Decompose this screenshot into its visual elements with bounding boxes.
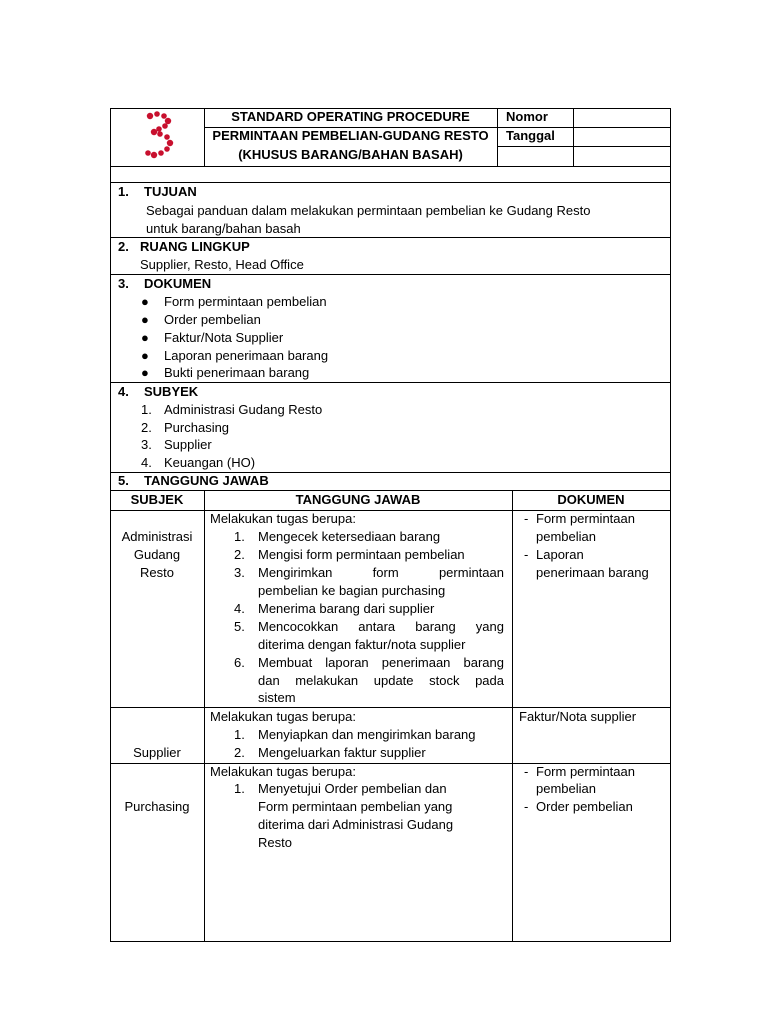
section-title-subyek: SUBYEK [144,384,199,399]
logo-dot [151,152,157,158]
doc-text: Laporan [536,547,584,562]
logo-dot [145,150,151,156]
header-divider [497,108,498,166]
task-number: 3. [234,565,245,580]
section-number: 1. [118,184,129,199]
task-number: 1. [234,529,245,544]
section-number: 2. [118,239,129,254]
task-number: 2. [234,547,245,562]
logo-dot [158,150,164,156]
task-intro: Melakukan tugas berupa: [210,511,356,526]
section-number: 3. [118,276,129,291]
task-number: 2. [234,745,245,760]
dokumen-item: Faktur/Nota Supplier [164,330,284,345]
task-text: Membuat laporan penerimaan barang [258,655,504,670]
logo-dot [147,113,153,119]
task-text: diterima dengan faktur/nota supplier [258,637,466,652]
doc-text: Order pembelian [536,799,633,814]
task-text: Menyetujui Order pembelian dan [258,781,447,796]
subyek-item: Supplier [164,437,212,452]
task-text: Form permintaan pembelian yang [258,799,453,814]
task-intro: Melakukan tugas berupa: [210,764,356,779]
logo-dot [156,126,162,132]
task-text: Mengecek ketersediaan barang [258,529,441,544]
section-title-tanggung-jawab: TANGGUNG JAWAB [144,473,269,488]
dokumen-item: Order pembelian [164,312,261,327]
task-number: 1. [234,781,245,796]
task-text: dan melakukan update stock pada [258,673,504,688]
tanggal-label: Tanggal [506,128,555,143]
task-text: Mencocokkan antara barang yang [258,619,504,634]
dokumen-item: Form permintaan pembelian [164,294,327,309]
tujuan-text-line: untuk barang/bahan basah [146,221,301,236]
nomor-label: Nomor [506,109,548,124]
dokumen-bullet: ● [141,365,149,380]
doc-text: Form permintaan [536,764,635,779]
subyek-number: 2. [141,420,152,435]
dokumen-bullet: ● [141,330,149,345]
task-text: diterima dari Administrasi Gudang [258,817,454,832]
doc-text: pembelian [536,529,596,544]
ruang-lingkup-text: Supplier, Resto, Head Office [140,257,304,272]
header-bottom-line [110,166,670,167]
subyek-number: 1. [141,402,152,417]
section-number: 4. [118,384,129,399]
subyek-number: 3. [141,437,152,452]
task-number: 6. [234,655,245,670]
logo-dot [157,131,163,137]
task-text: Mengisi form permintaan pembelian [258,547,465,562]
header-subtitle: PERMINTAAN PEMBELIAN-GUDANG RESTO [212,128,489,143]
table-column-divider [204,490,205,941]
logo-dot [164,134,170,140]
section-number: 5. [118,473,129,488]
doc-text: penerimaan barang [536,565,649,580]
section-title-ruang-lingkup: RUANG LINGKUP [140,239,250,254]
subject-cell: Administrasi [121,529,193,544]
dokumen-bullet: ● [141,312,149,327]
column-header-subjek: SUBJEK [130,492,184,507]
doc-dash: - [524,799,529,814]
logo-dot [154,111,160,117]
task-text: Menerima barang dari supplier [258,601,435,616]
subyek-number: 4. [141,455,152,470]
task-number: 4. [234,601,245,616]
table-column-divider [512,708,513,941]
column-header-dokumen: DOKUMEN [557,492,625,507]
logo-dot [162,123,168,129]
doc-text: Form permintaan [536,511,635,526]
task-intro: Melakukan tugas berupa: [210,709,356,724]
dokumen-item: Bukti penerimaan barang [164,365,310,380]
task-text: Mengirimkan form permintaan [258,565,504,580]
subyek-item: Keuangan (HO) [164,455,256,470]
section-title-dokumen: DOKUMEN [144,276,212,291]
logo-dot [167,140,173,146]
dokumen-bullet: ● [141,348,149,363]
subject-cell: Supplier [133,745,181,760]
dokumen-bullet: ● [141,294,149,309]
task-text: pembelian ke bagian purchasing [258,583,446,598]
task-text: Menyiapkan dan mengirimkan barang [258,727,476,742]
doc-dash: - [524,547,529,562]
subyek-item: Purchasing [164,420,230,435]
task-number: 1. [234,727,245,742]
subject-cell: Purchasing [124,799,190,814]
subject-cell: Resto [140,565,174,580]
task-text: sistem [258,690,296,705]
doc-text: pembelian [536,781,596,796]
logo-dot [165,118,171,124]
dokumen-item: Laporan penerimaan barang [164,348,329,363]
header-divider [573,108,574,166]
logo-dot [161,113,167,119]
header-title: STANDARD OPERATING PROCEDURE [231,109,470,124]
table-column-divider [512,490,513,708]
subject-cell: Gudang [133,547,181,562]
tujuan-text-line: Sebagai panduan dalam melakukan permintaan pembelian ke Gudang Resto [146,203,591,218]
subyek-item: Administrasi Gudang Resto [164,402,323,417]
doc-dash: - [524,764,529,779]
task-text: Resto [258,835,292,850]
logo-dot [164,146,170,152]
task-number: 5. [234,619,245,634]
header-row-line [497,146,670,147]
section-title-tujuan: TUJUAN [144,184,197,199]
header-subtitle-2: (KHUSUS BARANG/BAHAN BASAH) [238,147,463,162]
doc-dash: - [524,511,529,526]
task-text: Mengeluarkan faktur supplier [258,745,426,760]
company-logo [140,110,176,162]
logo-dot [151,129,157,135]
doc-text: Faktur/Nota supplier [519,709,637,724]
column-header-tanggung-jawab: TANGGUNG JAWAB [295,492,421,507]
